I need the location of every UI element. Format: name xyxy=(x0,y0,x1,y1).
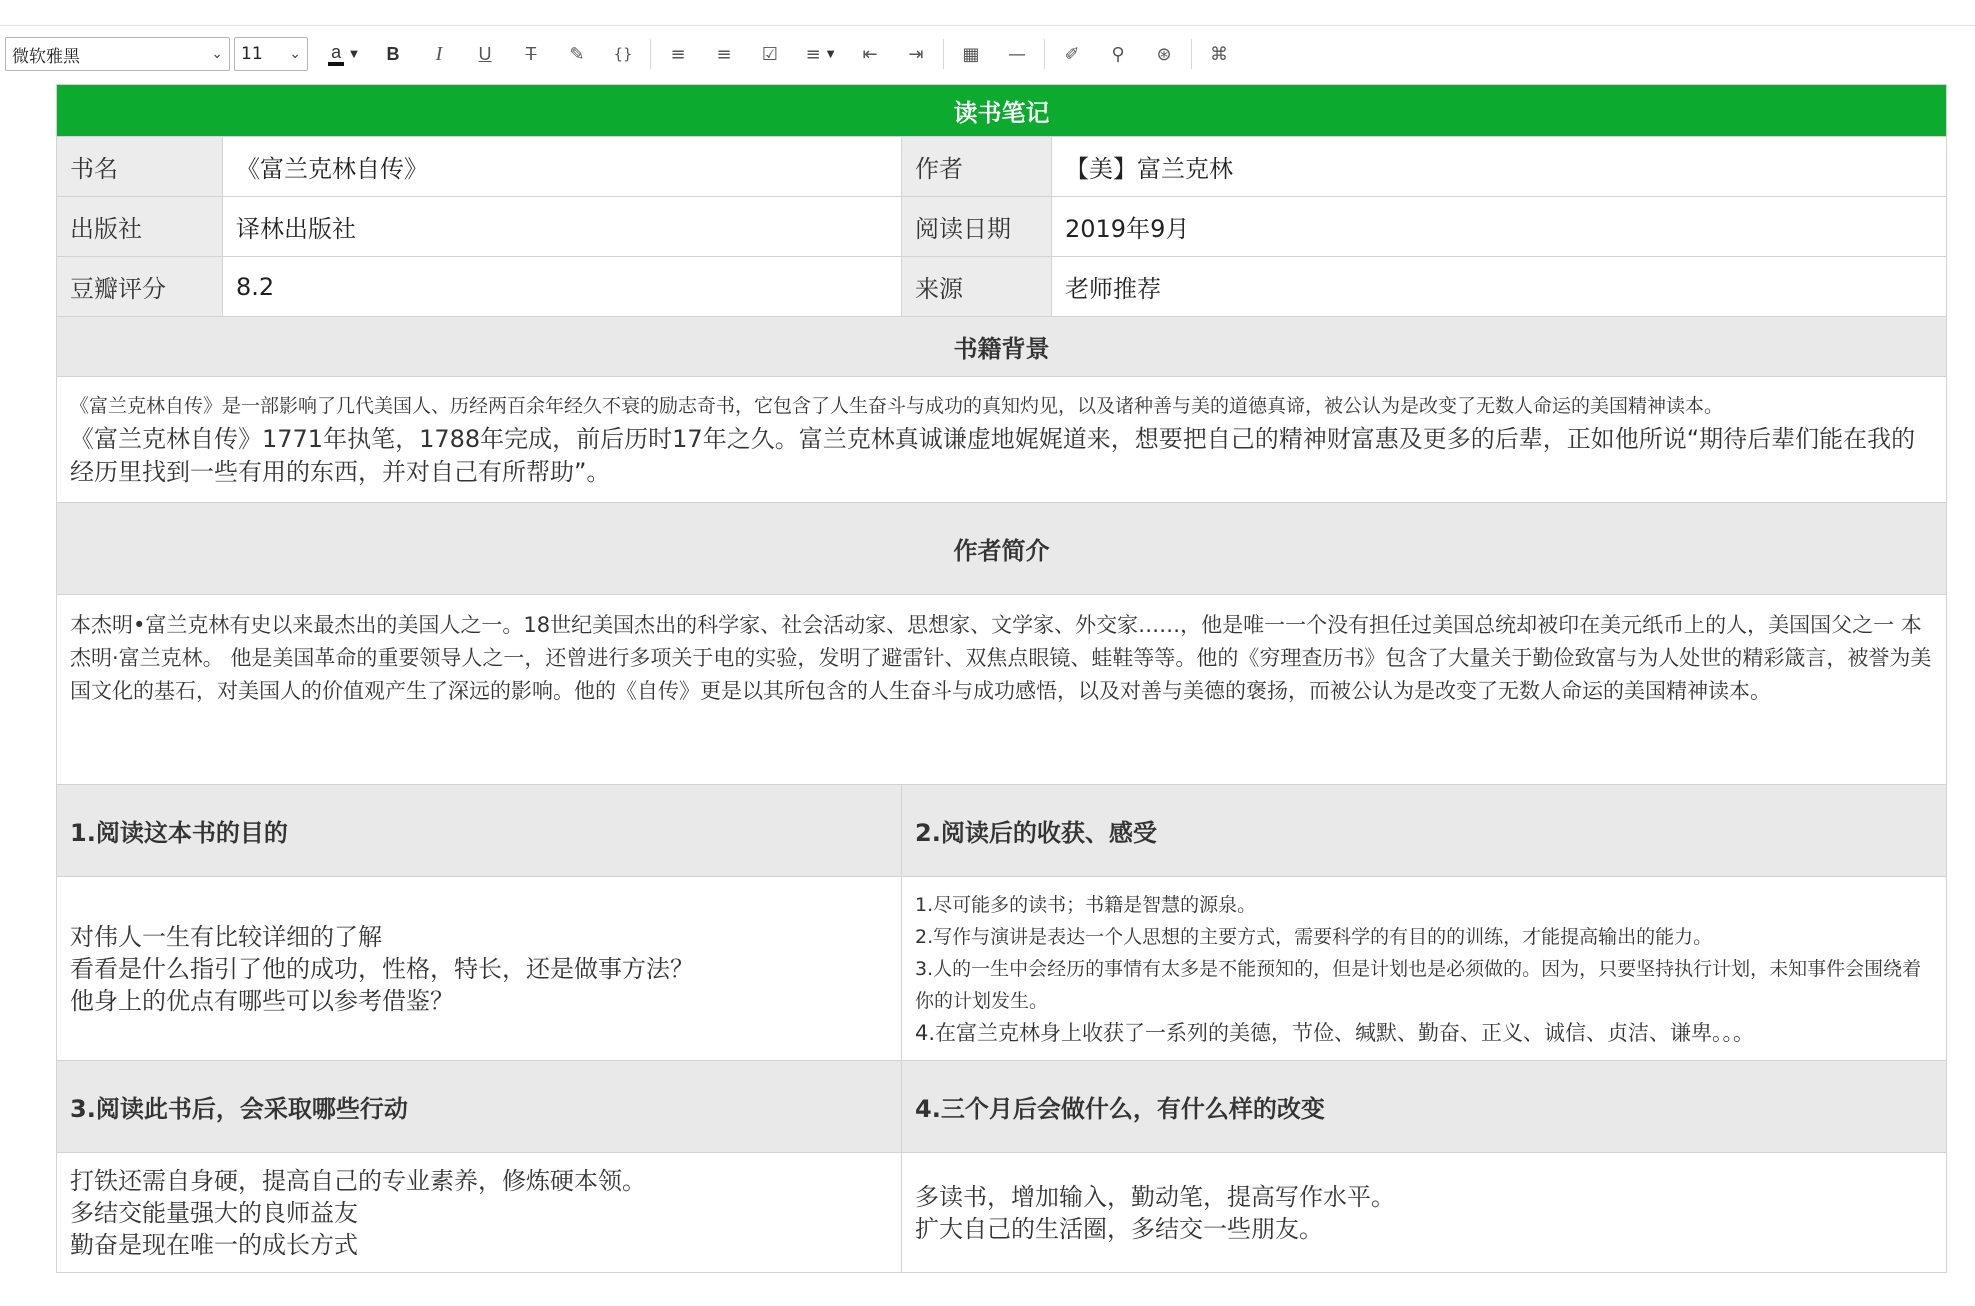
toolbar-separator xyxy=(1191,39,1192,69)
read-date-label[interactable]: 阅读日期 xyxy=(902,197,1052,257)
font-family-select[interactable] xyxy=(5,37,230,71)
q1-heading[interactable]: 1.阅读这本书的目的 xyxy=(57,785,902,877)
background-row xyxy=(57,377,1947,503)
link-button[interactable] xyxy=(1141,36,1187,72)
author-intro-heading[interactable]: 作者简介 xyxy=(57,503,1947,595)
outdent-icon: ⇤ xyxy=(862,43,878,65)
question-header-row xyxy=(57,1061,1947,1153)
font-family-value: 微软雅黑 xyxy=(12,46,80,67)
attachment-button[interactable] xyxy=(1049,36,1095,72)
outdent-button[interactable] xyxy=(847,36,893,72)
attachment-icon: ✐ xyxy=(1064,43,1080,65)
caret-down-icon: ▼ xyxy=(826,48,835,60)
section-row xyxy=(57,503,1947,595)
author-label[interactable]: 作者 xyxy=(902,137,1052,197)
answer-line: 打铁还需自身硬，提高自己的专业素养，修炼硬本领。 xyxy=(70,1166,646,1195)
reading-note-table xyxy=(56,84,1947,1273)
answer-line: 他身上的优点有哪些可以参考借鉴？ xyxy=(70,986,454,1015)
font-size-select[interactable] xyxy=(234,37,308,71)
background-line-2: 《富兰克林自传》1771年执笔，1788年完成，前后历时17年之久。富兰克林真诚谦虚地娓娓道来，想要把自己的精神财富惠及更多的后辈，正如他所说“期待后辈们能在我的经历里找到一些有用的东西，并对自己有所帮助”。 xyxy=(70,425,1916,486)
note-document xyxy=(56,84,1946,1273)
answer-line: 2.写作与演讲是表达一个人思想的主要方式，需要科学的有目的的训练，才能提高输出的能力。 xyxy=(915,925,1713,948)
font-color-icon: a xyxy=(328,42,344,66)
indent-button[interactable] xyxy=(893,36,939,72)
code-icon: {} xyxy=(613,45,633,63)
title-row xyxy=(57,85,1947,137)
command-icon: ⌘ xyxy=(1210,43,1228,65)
book-label[interactable]: 书名 xyxy=(57,137,223,197)
answer-line: 3.人的一生中会经历的事情有太多是不能预知的，但是计划也是必须做的。因为，只要坚持执行计划，未知事件会围绕着你的计划发生。 xyxy=(915,957,1922,1012)
answer-line: 多读书，增加输入，勤动笔，提高写作水平。 xyxy=(915,1182,1395,1211)
rating-label[interactable]: 豆瓣评分 xyxy=(57,257,223,317)
code-button[interactable] xyxy=(600,36,646,72)
italic-icon: I xyxy=(435,42,443,65)
toolbar-separator xyxy=(943,39,944,69)
question-header-row xyxy=(57,785,1947,877)
section-row xyxy=(57,317,1947,377)
horizontal-rule-icon: — xyxy=(1008,43,1026,65)
font-color-button[interactable] xyxy=(316,36,370,72)
publisher-value[interactable]: 译林出版社 xyxy=(223,197,902,257)
read-date-value[interactable]: 2019年9月 xyxy=(1052,197,1947,257)
answer-line: 扩大自己的生活圈，多结交一些朋友。 xyxy=(915,1214,1323,1243)
book-value[interactable]: 《富兰克林自传》 xyxy=(223,137,902,197)
author-intro-text: 本杰明•富兰克林有史以来最杰出的美国人之一。18世纪美国杰出的科学家、社会活动家、思想家、文学家、外交家……，他是唯一一个没有担任过美国总统却被印在美元纸币上的人，美国国父之一 本杰明·富兰克林。 他是美国革命的重要领导人之一，还曾进行多项关于电的实验，发明了避雷针、双焦点眼镜、蛙鞋等等。他的《穷理查历书》包含了大量关于勤俭致富与为人处世的精彩箴言，被誉为美国文化的基石，对美国人的价值观产生了深远的影响。他的《自传》更是以其所包含的人生奋斗与成功感悟，以及对善与美德的褒扬，而被公认为是改变了无数人命运的美国精神读本。 xyxy=(70,613,1932,703)
checkbox-list-icon: ☑ xyxy=(761,43,779,65)
bullet-list-icon: ≡ xyxy=(670,43,686,65)
answer-row xyxy=(57,877,1947,1061)
background-heading[interactable]: 书籍背景 xyxy=(57,317,1947,377)
command-button[interactable] xyxy=(1196,36,1242,72)
align-button[interactable] xyxy=(793,36,847,72)
author-intro-cell[interactable] xyxy=(57,595,1947,785)
answer-row xyxy=(57,1153,1947,1273)
clear-format-button[interactable] xyxy=(554,36,600,72)
answer-line: 多结交能量强大的良师益友 xyxy=(70,1198,358,1227)
strikethrough-icon: T xyxy=(525,43,537,64)
publisher-label[interactable]: 出版社 xyxy=(57,197,223,257)
rating-value[interactable]: 8.2 xyxy=(223,257,902,317)
note-title[interactable]: 读书笔记 xyxy=(57,85,1947,137)
numbered-list-button[interactable] xyxy=(701,36,747,72)
table-button[interactable] xyxy=(948,36,994,72)
background-cell[interactable] xyxy=(57,377,1947,503)
clear-format-icon: ✎ xyxy=(569,43,585,65)
answer-line: 勤奋是现在唯一的成长方式 xyxy=(70,1230,358,1259)
toolbar-separator xyxy=(1044,39,1045,69)
q3-heading[interactable]: 3.阅读此书后，会采取哪些行动 xyxy=(57,1061,902,1153)
q2-heading[interactable]: 2.阅读后的收获、感受 xyxy=(902,785,1947,877)
horizontal-rule-button[interactable] xyxy=(994,36,1040,72)
answer-line: 4.在富兰克林身上收获了一系列的美德，节俭、缄默、勤奋、正义、诚信、贞洁、谦卑。。。 xyxy=(915,1020,1755,1045)
caret-down-icon: ▼ xyxy=(350,48,358,60)
author-intro-row xyxy=(57,595,1947,785)
highlight-icon: ⚲ xyxy=(1111,43,1125,65)
bold-button[interactable] xyxy=(370,36,416,72)
toolbar-separator xyxy=(650,39,651,69)
answer-line: 看看是什么指引了他的成功，性格，特长，还是做事方法？ xyxy=(70,954,694,983)
answer-line: 对伟人一生有比较详细的了解 xyxy=(70,922,382,951)
numbered-list-icon: ≡ xyxy=(716,43,732,65)
answer-line: 1.尽可能多的读书；书籍是智慧的源泉。 xyxy=(915,893,1257,916)
bold-icon: B xyxy=(386,43,400,64)
q2-answer-cell[interactable] xyxy=(902,877,1947,1061)
q3-answer-cell[interactable] xyxy=(57,1153,902,1273)
q4-heading[interactable]: 4.三个月后会做什么，有什么样的改变 xyxy=(902,1061,1947,1153)
align-icon: ≡ xyxy=(805,43,821,65)
top-divider xyxy=(0,25,1975,26)
chevron-down-icon: ⌄ xyxy=(211,46,223,62)
italic-button[interactable] xyxy=(416,36,462,72)
table-icon: ▦ xyxy=(962,43,980,65)
font-size-value: 11 xyxy=(241,44,263,64)
q4-answer-cell[interactable] xyxy=(902,1153,1947,1273)
underline-button[interactable] xyxy=(462,36,508,72)
checkbox-list-button[interactable] xyxy=(747,36,793,72)
source-value[interactable]: 老师推荐 xyxy=(1052,257,1947,317)
info-row xyxy=(57,137,1947,197)
indent-icon: ⇥ xyxy=(908,43,924,65)
info-row xyxy=(57,257,1947,317)
bullet-list-button[interactable] xyxy=(655,36,701,72)
strikethrough-button[interactable] xyxy=(508,36,554,72)
author-value[interactable]: 【美】富兰克林 xyxy=(1052,137,1947,197)
link-icon: ⊛ xyxy=(1156,43,1172,65)
background-line-1: 《富兰克林自传》是一部影响了几代美国人、历经两百余年经久不衰的励志奇书，它包含了人生奋斗与成功的真知灼见，以及诸种善与美的道德真谛，被公认为是改变了无数人命运的美国精神读本。 xyxy=(70,395,1724,417)
highlight-button[interactable] xyxy=(1095,36,1141,72)
editor-toolbar xyxy=(0,36,1975,72)
q1-answer-cell[interactable] xyxy=(57,877,902,1061)
chevron-down-icon: ⌄ xyxy=(289,46,301,62)
source-label[interactable]: 来源 xyxy=(902,257,1052,317)
underline-icon: U xyxy=(478,43,492,64)
info-row xyxy=(57,197,1947,257)
